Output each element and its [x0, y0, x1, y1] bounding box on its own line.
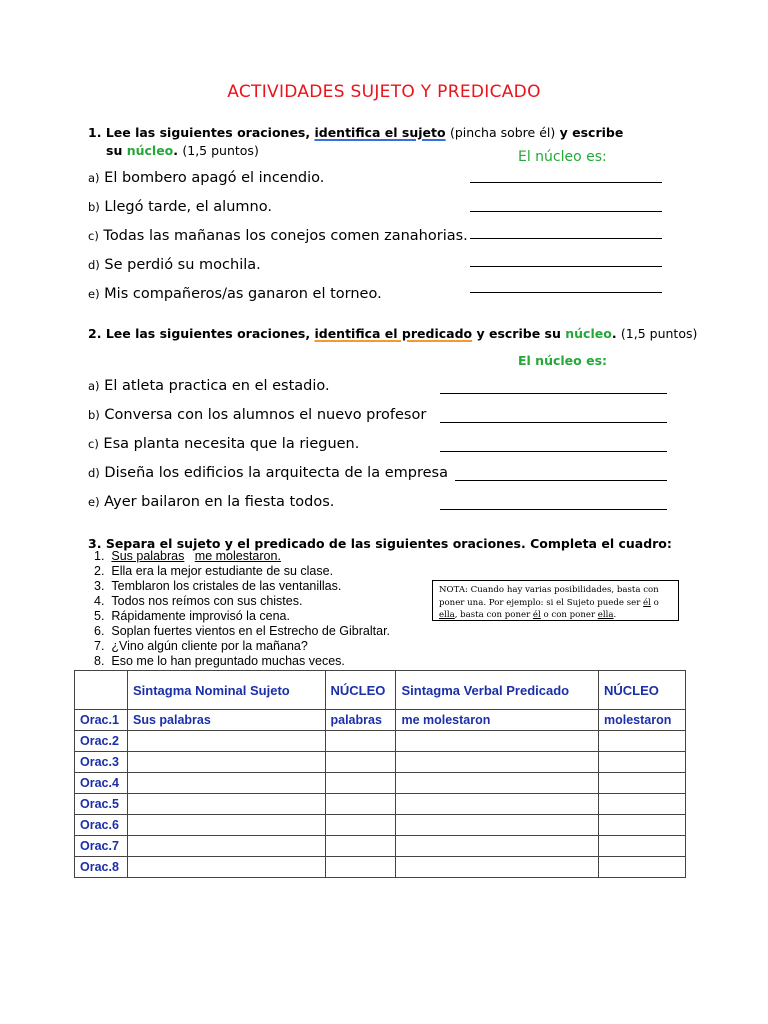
table-cell[interactable] [396, 752, 599, 773]
list-item [94, 579, 390, 594]
sentence-2e [88, 494, 334, 510]
table-cell[interactable]: me molestaron [396, 710, 599, 731]
item-letter: d) [88, 466, 100, 480]
table-cell[interactable] [325, 857, 396, 878]
answer-line[interactable] [470, 182, 662, 183]
row-label: Orac.1 [75, 710, 128, 731]
table-cell[interactable] [396, 836, 599, 857]
sentence-list [94, 549, 390, 669]
table-cell[interactable] [127, 857, 325, 878]
table-cell[interactable] [396, 794, 599, 815]
table-cell[interactable] [599, 836, 686, 857]
item-letter: e) [88, 287, 100, 301]
sentence-text: Diseña los edificios la arquitecta de la empresa [104, 465, 448, 481]
item-number: 1. [94, 549, 105, 563]
table-cell[interactable]: palabras [325, 710, 396, 731]
instruction-text: Lee las siguientes oraciones, [105, 326, 311, 341]
table-row [75, 773, 686, 794]
table-cell[interactable] [599, 815, 686, 836]
table-header [75, 671, 686, 710]
table-cell[interactable] [325, 773, 396, 794]
note-text: , basta con poner [454, 610, 531, 620]
table-cell[interactable] [396, 815, 599, 836]
sentence-text: El atleta practica en el estadio. [104, 378, 330, 394]
nucleo-label: El núcleo es: [518, 353, 608, 368]
sentence-text: Conversa con los alumnos el nuevo profesor [104, 407, 427, 423]
table-row [75, 836, 686, 857]
item-letter: a) [88, 379, 100, 393]
item-number: 5. [94, 609, 105, 623]
predicate-example: me molestaron. [194, 549, 281, 563]
identifica-sujeto-link[interactable]: identifica el sujeto [314, 125, 446, 140]
item-number: 3. [94, 579, 105, 593]
sentence-1b [88, 199, 272, 215]
table-cell[interactable] [599, 731, 686, 752]
sentence-1d [88, 257, 261, 273]
exercise-number: 2. [88, 326, 102, 341]
list-item [94, 594, 390, 609]
table-header-cell: Sintagma Nominal Sujeto [127, 671, 325, 710]
answer-line[interactable] [470, 292, 662, 293]
answer-line[interactable] [440, 509, 667, 510]
item-letter: d) [88, 258, 100, 272]
sentence-2c [88, 436, 359, 452]
table-cell[interactable] [127, 752, 325, 773]
table-cell[interactable] [599, 773, 686, 794]
sentence-text: Ella era la mejor estudiante de su clase. [111, 564, 334, 578]
table-cell[interactable]: molestaron [599, 710, 686, 731]
note-text: . [613, 610, 617, 620]
list-item [94, 654, 390, 669]
item-letter: c) [88, 229, 99, 243]
sentence-text: Ayer bailaron en la fiesta todos. [104, 494, 335, 510]
nucleo-word: núcleo [565, 326, 612, 341]
table-header-cell [75, 671, 128, 710]
sentence-text: Se perdió su mochila. [104, 257, 261, 273]
note-text: ella [439, 610, 455, 620]
item-letter: b) [88, 408, 100, 422]
answer-line[interactable] [455, 480, 667, 481]
instruction-text: y escribe [559, 125, 624, 140]
sentence-1e [88, 286, 382, 302]
instruction-text: Separa el sujeto y el predicado de las siguientes oraciones. Completa el cuadro: [105, 536, 672, 551]
table-cell[interactable] [325, 731, 396, 752]
item-letter: a) [88, 171, 100, 185]
points-label: (1,5 puntos) [182, 143, 259, 158]
row-label: Orac.8 [75, 857, 128, 878]
exercise-1-instructions-line2 [106, 143, 259, 158]
sentence-text: Mis compañeros/as ganaron el torneo. [104, 286, 382, 302]
points-label: (1,5 puntos) [620, 326, 698, 341]
table-row [75, 710, 686, 731]
sentence-text: Todas las mañanas los conejos comen zanahorias. [103, 228, 468, 244]
exercise-number: 1. [88, 125, 102, 140]
table-cell[interactable] [325, 794, 396, 815]
table-row [75, 752, 686, 773]
note-text: o con poner [543, 610, 596, 620]
item-letter: e) [88, 495, 100, 509]
item-number: 6. [94, 624, 105, 638]
sentence-text: ¿Vino algún cliente por la mañana? [111, 639, 308, 653]
row-label: Orac.2 [75, 731, 128, 752]
nucleo-label: El núcleo es: [518, 149, 607, 165]
table-cell[interactable] [325, 752, 396, 773]
sentence-text: El bombero apagó el incendio. [104, 170, 325, 186]
item-number: 7. [94, 639, 105, 653]
subject-example: Sus palabras [111, 549, 185, 563]
table-row [75, 731, 686, 752]
instruction-text: . [173, 143, 179, 158]
exercise-number: 3. [88, 536, 102, 551]
table-cell[interactable] [127, 731, 325, 752]
sentence-text: Soplan fuertes vientos en el Estrecho de Gibraltar. [111, 624, 391, 638]
table-cell[interactable] [325, 815, 396, 836]
sentence-1a [88, 170, 324, 186]
row-label: Orac.3 [75, 752, 128, 773]
item-number: 2. [94, 564, 105, 578]
nucleo-word: núcleo [126, 143, 174, 158]
table-row [75, 794, 686, 815]
table-cell[interactable] [127, 836, 325, 857]
item-number: 8. [94, 654, 105, 668]
sentence-2a [88, 378, 330, 394]
sentence-text: Temblaron los cristales de las ventanillas. [111, 579, 342, 593]
table-cell[interactable] [599, 857, 686, 878]
answer-line[interactable] [470, 266, 662, 267]
instruction-text: su [106, 143, 123, 158]
sentence-text: Rápidamente improvisó la cena. [111, 609, 290, 623]
page-title: ACTIVIDADES SUJETO Y PREDICADO [227, 82, 541, 102]
sentence-text: Eso me lo han preguntado muchas veces. [111, 654, 345, 668]
table-header-cell: NÚCLEO [325, 671, 396, 710]
exercise-1-instructions [88, 125, 623, 140]
table-cell[interactable] [127, 815, 325, 836]
row-label: Orac.7 [75, 836, 128, 857]
answer-line[interactable] [440, 422, 667, 423]
row-label: Orac.6 [75, 815, 128, 836]
note-text: o [653, 597, 659, 608]
answer-line[interactable] [470, 238, 662, 239]
sentence-text: Esa planta necesita que la rieguen. [103, 436, 360, 452]
sentence-1c [88, 228, 468, 244]
note-text: ella [597, 610, 614, 620]
table-cell[interactable] [396, 773, 599, 794]
identifica-predicado-link[interactable]: identifica el predicado [314, 326, 473, 341]
note-text: NOTA: Cuando hay varias posibilidades, basta con poner una. Por ejemplo: si el Sujeto puede ser [439, 585, 659, 608]
answer-line[interactable] [440, 451, 667, 452]
list-item [94, 564, 390, 579]
note-text: él [643, 597, 651, 608]
table-row [75, 815, 686, 836]
table-cell[interactable] [396, 731, 599, 752]
sentence-text: Todos nos reímos con sus chistes. [111, 594, 303, 608]
instruction-text: y escribe su [476, 326, 561, 341]
answer-line[interactable] [470, 211, 662, 212]
sentence-2d [88, 465, 448, 481]
answer-table [74, 670, 686, 878]
note-text: él [532, 610, 541, 620]
list-item [94, 609, 390, 624]
table-cell[interactable] [127, 773, 325, 794]
table-row [75, 857, 686, 878]
table-cell[interactable] [599, 794, 686, 815]
table-cell[interactable]: Sus palabras [127, 710, 325, 731]
list-item [94, 624, 390, 639]
item-letter: b) [88, 200, 100, 214]
instruction-text: . [611, 326, 617, 341]
sentence-2b [88, 407, 426, 423]
table-cell[interactable] [396, 857, 599, 878]
table-cell[interactable] [599, 752, 686, 773]
sentence-text: Llegó tarde, el alumno. [104, 199, 272, 215]
instruction-text: Lee las siguientes oraciones, [105, 125, 311, 140]
table-header-cell: Sintagma Verbal Predicado [396, 671, 599, 710]
exercise-2-instructions [88, 326, 697, 341]
note-box [432, 580, 679, 621]
list-item [94, 549, 390, 564]
row-label: Orac.4 [75, 773, 128, 794]
table-cell[interactable] [127, 794, 325, 815]
item-number: 4. [94, 594, 105, 608]
table-cell[interactable] [325, 836, 396, 857]
instruction-hint: (pincha sobre él) [449, 125, 556, 140]
table-header-cell: NÚCLEO [599, 671, 686, 710]
item-letter: c) [88, 437, 99, 451]
answer-line[interactable] [440, 393, 667, 394]
list-item [94, 639, 390, 654]
row-label: Orac.5 [75, 794, 128, 815]
